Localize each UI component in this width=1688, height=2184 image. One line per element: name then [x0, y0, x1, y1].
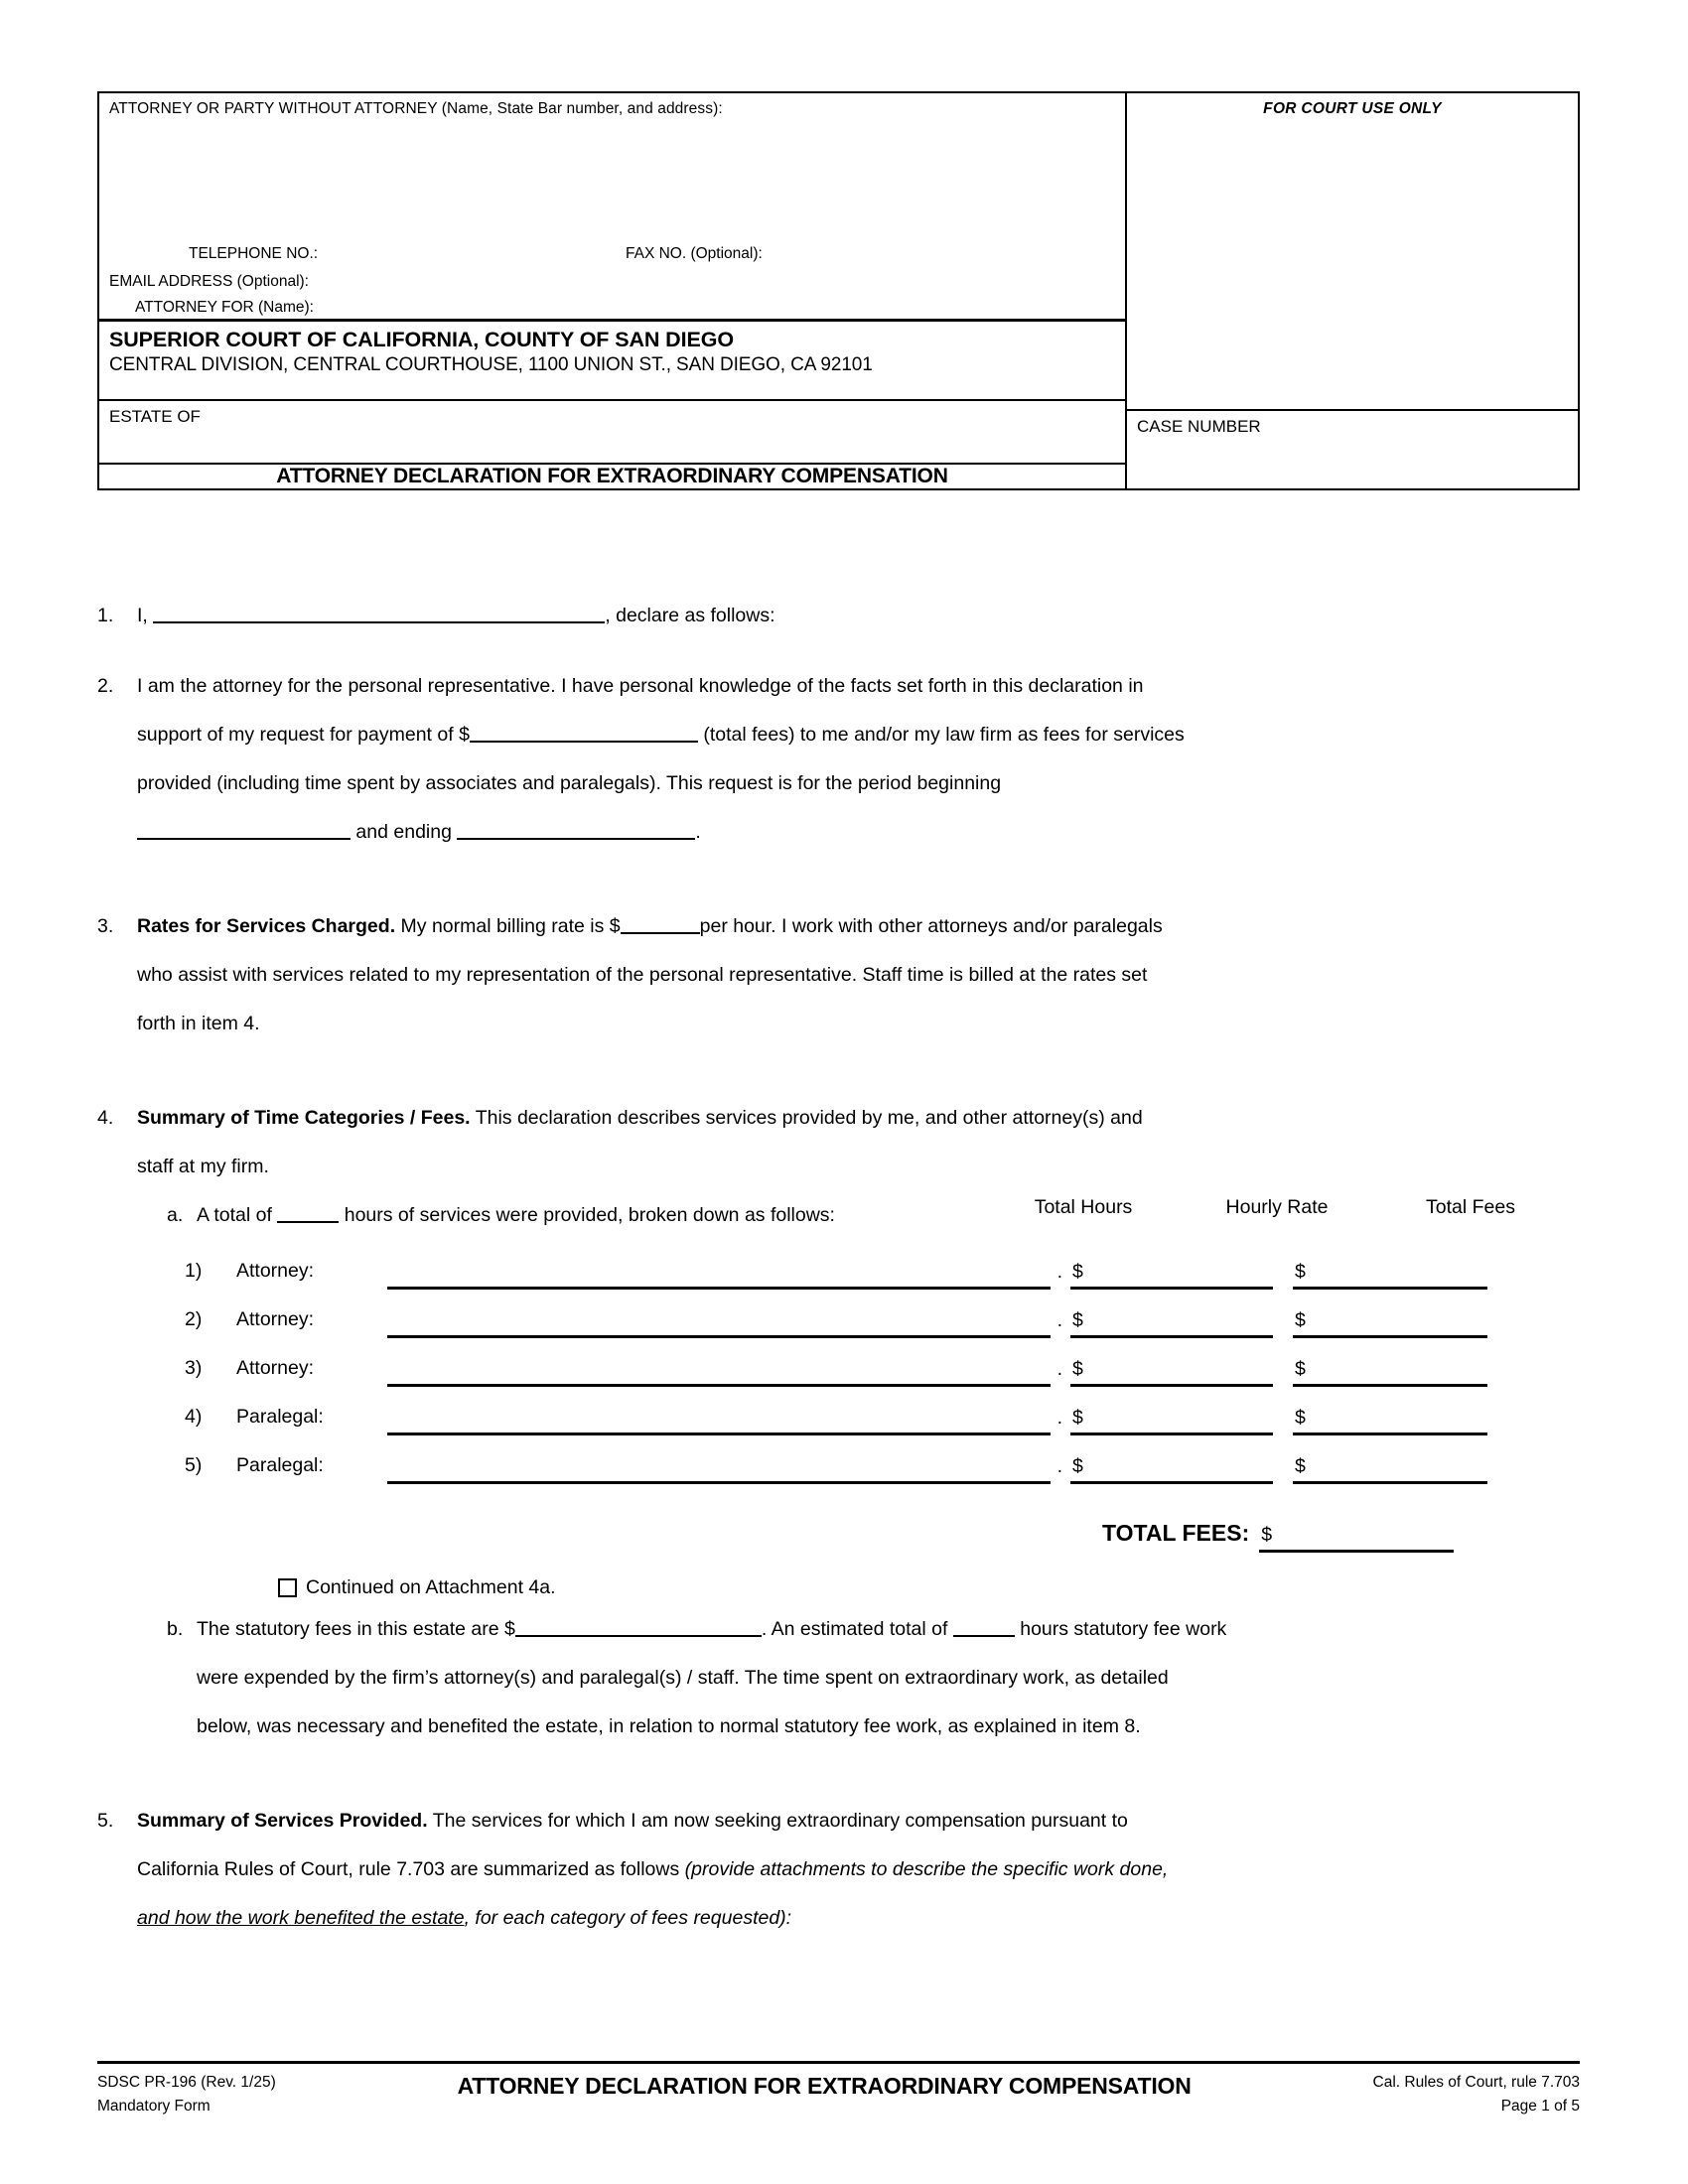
total-fees-input[interactable] [1259, 1510, 1454, 1553]
footer-left [97, 2071, 276, 2118]
row-hours-input[interactable] [864, 1245, 1062, 1290]
item-4b-line-1-suffix: hours statutory fee work [1020, 1618, 1227, 1640]
form-title: ATTORNEY DECLARATION FOR EXTRAORDINARY COMPENSATION [276, 465, 948, 487]
caption-box [97, 91, 1580, 490]
fee-header-spacer [185, 1196, 989, 1219]
row-rate-input[interactable] [1070, 1391, 1273, 1435]
column-header-total-fees: Total Fees [1426, 1196, 1515, 1218]
spacer [97, 640, 1580, 662]
row-fees-input[interactable] [1293, 1391, 1487, 1435]
court-address: CENTRAL DIVISION, CENTRAL COURTHOUSE, 1100 UNION ST., SAN DIEGO, CA 92101 [109, 353, 873, 375]
item-4a-suffix: hours of services were provided, broken down as follows: [344, 1204, 835, 1226]
spacer [97, 1048, 1580, 1094]
item-2-line-4 [137, 808, 1580, 857]
statutory-fees-blank[interactable] [515, 1615, 762, 1637]
page-number: Page 1 of 5 [1500, 2098, 1580, 2116]
billing-rate-blank[interactable] [621, 912, 700, 934]
caption-left-column [97, 91, 1125, 490]
item-5-line-2-italic: (provide attachments to describe the specific work done, [684, 1858, 1169, 1880]
row-name-input[interactable] [387, 1391, 864, 1435]
dollar-sign-icon: $ [1295, 1455, 1306, 1477]
table-row [185, 1387, 1580, 1435]
row-role-label: Attorney: [236, 1308, 315, 1330]
item-1-suffix: , declare as follows: [605, 605, 775, 626]
fee-table-rows [97, 1241, 1580, 1484]
row-name-input[interactable] [387, 1245, 864, 1290]
table-row [185, 1338, 1580, 1387]
item-2-ending-label: and ending [355, 821, 452, 843]
footer-form-title: ATTORNEY DECLARATION FOR EXTRAORDINARY COMPENSATION [457, 2073, 1192, 2099]
item-3-line-1 [137, 902, 1580, 951]
item-4-line-1-rest: This declaration describes services provided by me, and other attorney(s) and [475, 1107, 1143, 1129]
row-number: 2) [185, 1308, 203, 1330]
item-5-line-3-italic: , for each category of fees requested): [464, 1907, 792, 1929]
decimal-dot: . [1056, 1309, 1062, 1331]
item-4b-indent [97, 1605, 137, 1751]
table-row [185, 1435, 1580, 1484]
item-2-line-4-suffix: . [695, 821, 701, 843]
column-header-total-hours: Total Hours [1034, 1196, 1133, 1218]
row-name-input[interactable] [387, 1342, 864, 1387]
declaration-body-tail [97, 1605, 1580, 1943]
item-4b-line-3: below, was necessary and benefited the estate, in relation to normal statutory fee work, as explained in item 8. [197, 1715, 1141, 1737]
item-4a-letter: a. [167, 1204, 184, 1226]
item-1-prefix: I, [137, 605, 148, 626]
item-5-number: 5. [97, 1810, 114, 1832]
item-5-line-2-plain: California Rules of Court, rule 7.703 are summarized as follows [137, 1858, 680, 1880]
row-rate-input[interactable] [1070, 1245, 1273, 1290]
fax-label: FAX NO. (Optional): [626, 245, 763, 262]
item-2-line-1: I am the attorney for the personal representative. I have personal knowledge of the facts set forth in this declaration in [137, 675, 1144, 697]
declarant-name-blank[interactable] [153, 602, 605, 623]
row-name-input[interactable] [387, 1294, 864, 1338]
item-1 [97, 592, 1580, 640]
table-row [185, 1241, 1580, 1290]
attorney-for-label: ATTORNEY FOR (Name): [135, 299, 314, 316]
footer-divider [97, 2061, 1580, 2064]
item-4b [137, 1605, 1580, 1751]
fee-table-header [97, 1196, 1580, 1219]
for-court-use-only-cell [1127, 93, 1578, 411]
footer-right [1373, 2071, 1581, 2118]
item-3-line-3: forth in item 4. [137, 1013, 260, 1034]
decimal-dot: . [1056, 1358, 1062, 1380]
dollar-sign-icon: $ [1295, 1358, 1306, 1380]
item-3-line-1-prefix: My normal billing rate is $ [400, 915, 621, 937]
decimal-dot: . [1056, 1407, 1062, 1429]
period-ending-blank[interactable] [457, 818, 695, 840]
item-2-line-2-suffix: (total fees) to me and/or my law firm as fees for services [703, 724, 1185, 746]
item-2-line-2-prefix: support of my request for payment of $ [137, 724, 470, 746]
item-3-number: 3. [97, 915, 114, 937]
dollar-sign-icon: $ [1295, 1309, 1306, 1331]
row-number: 1) [185, 1260, 203, 1282]
row-rate-input[interactable] [1070, 1439, 1273, 1484]
fee-table [97, 1196, 1580, 1599]
item-4b-wrapper [97, 1605, 1580, 1751]
estate-of-label: ESTATE OF [109, 407, 201, 426]
checkbox-icon[interactable] [278, 1578, 297, 1597]
item-4b-letter: b. [167, 1618, 184, 1640]
row-hours-input[interactable] [864, 1342, 1062, 1387]
column-header-hourly-rate: Hourly Rate [1225, 1196, 1329, 1218]
row-number: 4) [185, 1406, 203, 1428]
item-2 [97, 662, 1580, 857]
item-2-text [137, 662, 1580, 857]
dollar-sign-icon: $ [1295, 1261, 1306, 1283]
case-number-label: CASE NUMBER [1137, 417, 1261, 436]
item-5-line-3-underlined: and how the work benefited the estate [137, 1907, 465, 1929]
row-fees-input[interactable] [1293, 1342, 1487, 1387]
court-name: SUPERIOR COURT OF CALIFORNIA, COUNTY OF SAN DIEGO [109, 328, 734, 351]
continued-attachment-label: Continued on Attachment 4a. [306, 1576, 556, 1598]
court-info-cell [99, 320, 1125, 401]
item-4b-line-1-mid: . An estimated total of [761, 1618, 948, 1640]
item-2-line-3: provided (including time spent by associates and paralegals). This request is for the period beginning [137, 772, 1002, 794]
item-3-heading: Rates for Services Charged. [137, 915, 396, 937]
item-5-line-1-rest: The services for which I am now seeking extraordinary compensation pursuant to [432, 1810, 1128, 1832]
item-1-number: 1. [97, 605, 114, 626]
row-role-label: Paralegal: [236, 1454, 324, 1476]
estate-of-cell[interactable] [99, 401, 1125, 465]
item-2-line-2 [137, 711, 1580, 759]
item-5-text [137, 1797, 1580, 1943]
telephone-label: TELEPHONE NO.: [189, 245, 319, 262]
row-fees-input[interactable] [1293, 1245, 1487, 1290]
row-role-label: Attorney: [236, 1260, 315, 1282]
total-fees-row [97, 1510, 1580, 1553]
form-title-cell [99, 465, 1125, 488]
row-number: 5) [185, 1454, 203, 1476]
item-3-line-2: who assist with services related to my representation of the personal representative. Staff time is billed at the rates set [137, 964, 1148, 986]
declaration-body [97, 592, 1580, 1240]
item-5 [97, 1797, 1580, 1943]
for-court-use-only-label: FOR COURT USE ONLY [1263, 100, 1442, 117]
caption-right-column [1125, 91, 1580, 490]
period-beginning-blank[interactable] [137, 818, 351, 840]
item-1-text [137, 592, 1580, 640]
decimal-dot: . [1056, 1261, 1062, 1283]
row-hours-input[interactable] [864, 1439, 1062, 1484]
total-fees-blank[interactable] [470, 721, 698, 743]
item-3-text [137, 902, 1580, 1048]
item-4b-line-1-prefix: The statutory fees in this estate are $ [197, 1618, 515, 1640]
attorney-info-cell[interactable] [99, 93, 1125, 320]
row-hours-input[interactable] [864, 1391, 1062, 1435]
item-4-line-1 [137, 1094, 1580, 1143]
attorney-party-label: ATTORNEY OR PARTY WITHOUT ATTORNEY (Name, State Bar number, and address): [109, 100, 723, 117]
item-4-number: 4. [97, 1107, 114, 1129]
mandatory-form-label: Mandatory Form [97, 2098, 211, 2116]
row-role-label: Paralegal: [236, 1406, 324, 1428]
dollar-sign-icon: $ [1072, 1261, 1083, 1283]
item-5-heading: Summary of Services Provided. [137, 1810, 428, 1832]
table-row [185, 1290, 1580, 1338]
item-4a-prefix: A total of [197, 1204, 272, 1226]
decimal-dot: . [1056, 1455, 1062, 1477]
item-2-number: 2. [97, 675, 114, 697]
dollar-sign-icon: $ [1261, 1524, 1273, 1546]
item-4-heading: Summary of Time Categories / Fees. [137, 1107, 471, 1129]
continued-attachment-row[interactable] [97, 1576, 1580, 1599]
page-footer [97, 2071, 1580, 2118]
email-address-label: EMAIL ADDRESS (Optional): [109, 273, 309, 290]
item-5-line-3 [137, 1894, 1580, 1943]
item-4b-line-1 [197, 1605, 1580, 1654]
item-5-line-1 [137, 1797, 1580, 1845]
dollar-sign-icon: $ [1295, 1407, 1306, 1429]
dollar-sign-icon: $ [1072, 1407, 1083, 1429]
row-role-label: Attorney: [236, 1357, 315, 1379]
item-4b-line-2: were expended by the firm’s attorney(s) and paralegal(s) / staff. The time spent on extraordinary work, as detailed [197, 1667, 1169, 1689]
row-hours-input[interactable] [864, 1294, 1062, 1338]
spacer [97, 857, 1580, 902]
spacer [97, 1751, 1580, 1797]
item-4-line-2: staff at my firm. [137, 1156, 269, 1177]
row-number: 3) [185, 1357, 203, 1379]
dollar-sign-icon: $ [1072, 1455, 1083, 1477]
row-name-input[interactable] [387, 1439, 864, 1484]
case-number-cell[interactable] [1127, 411, 1578, 488]
total-fees-label: TOTAL FEES: [1102, 1520, 1250, 1546]
rules-of-court-reference: Cal. Rules of Court, rule 7.703 [1372, 2074, 1580, 2091]
item-3 [97, 902, 1580, 1048]
form-number: SDSC PR-196 (Rev. 1/25) [97, 2074, 276, 2091]
dollar-sign-icon: $ [1072, 1309, 1083, 1331]
row-fees-input[interactable] [1293, 1439, 1487, 1484]
dollar-sign-icon: $ [1072, 1358, 1083, 1380]
item-4b-text [197, 1605, 1580, 1751]
item-3-line-1-suffix: per hour. I work with other attorneys and/or paralegals [699, 915, 1163, 937]
row-fees-input[interactable] [1293, 1294, 1487, 1338]
row-rate-input[interactable] [1070, 1342, 1273, 1387]
item-5-line-2 [137, 1845, 1580, 1894]
statutory-hours-blank[interactable] [953, 1615, 1015, 1637]
row-rate-input[interactable] [1070, 1294, 1273, 1338]
